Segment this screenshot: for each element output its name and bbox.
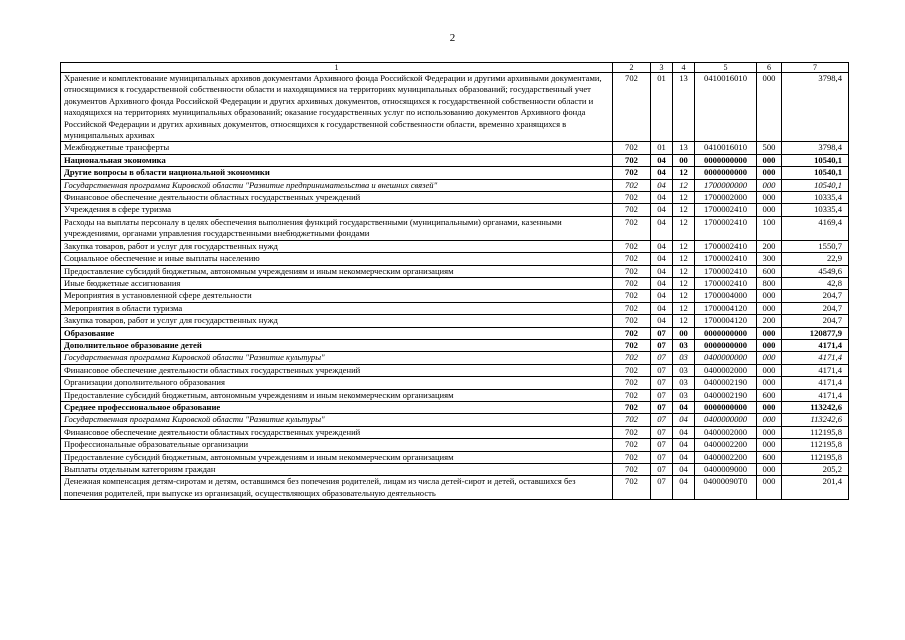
row-code-cell: 702 bbox=[613, 265, 651, 277]
row-target-article-cell: 1700002410 bbox=[695, 216, 757, 240]
row-amount-cell: 10335,4 bbox=[782, 192, 849, 204]
row-code-cell: 702 bbox=[613, 216, 651, 240]
row-section-cell: 04 bbox=[651, 167, 673, 179]
table-row bbox=[61, 352, 849, 364]
table-row bbox=[61, 240, 849, 252]
row-code-cell: 702 bbox=[613, 451, 651, 463]
row-expense-type-cell: 000 bbox=[757, 439, 782, 451]
col-header-5: 5 bbox=[695, 63, 757, 73]
row-code-cell: 702 bbox=[613, 339, 651, 351]
row-code-cell: 702 bbox=[613, 414, 651, 426]
row-expense-type-cell: 500 bbox=[757, 142, 782, 154]
row-section-cell: 07 bbox=[651, 339, 673, 351]
row-section-cell: 04 bbox=[651, 253, 673, 265]
row-name-cell: Образование bbox=[61, 327, 613, 339]
row-amount-cell: 201,4 bbox=[782, 476, 849, 500]
row-subsection-cell: 03 bbox=[673, 339, 695, 351]
row-subsection-cell: 04 bbox=[673, 401, 695, 413]
row-target-article-cell: 0000000000 bbox=[695, 167, 757, 179]
row-name-cell: Мероприятия в области туризма bbox=[61, 302, 613, 314]
row-target-article-cell: 0400002200 bbox=[695, 451, 757, 463]
row-expense-type-cell: 000 bbox=[757, 327, 782, 339]
row-section-cell: 07 bbox=[651, 464, 673, 476]
row-amount-cell: 112195,8 bbox=[782, 439, 849, 451]
row-section-cell: 04 bbox=[651, 265, 673, 277]
row-target-article-cell: 0000000000 bbox=[695, 339, 757, 351]
row-target-article-cell: 0400002000 bbox=[695, 364, 757, 376]
row-amount-cell: 204,7 bbox=[782, 315, 849, 327]
row-name-cell: Среднее профессиональное образование bbox=[61, 401, 613, 413]
row-section-cell: 07 bbox=[651, 426, 673, 438]
row-amount-cell: 10335,4 bbox=[782, 204, 849, 216]
table-row bbox=[61, 253, 849, 265]
row-expense-type-cell: 000 bbox=[757, 401, 782, 413]
table-row bbox=[61, 414, 849, 426]
row-target-article-cell: 1700004000 bbox=[695, 290, 757, 302]
row-target-article-cell: 1700002000 bbox=[695, 192, 757, 204]
row-name-cell: Финансовое обеспечение деятельности областных государственных учреждений bbox=[61, 426, 613, 438]
row-name-cell: Закупка товаров, работ и услуг для государственных нужд bbox=[61, 240, 613, 252]
row-section-cell: 04 bbox=[651, 192, 673, 204]
row-subsection-cell: 12 bbox=[673, 265, 695, 277]
row-code-cell: 702 bbox=[613, 154, 651, 166]
row-expense-type-cell: 000 bbox=[757, 426, 782, 438]
row-expense-type-cell: 000 bbox=[757, 339, 782, 351]
table-row bbox=[61, 364, 849, 376]
row-expense-type-cell: 000 bbox=[757, 290, 782, 302]
row-target-article-cell: 0000000000 bbox=[695, 154, 757, 166]
row-expense-type-cell: 600 bbox=[757, 451, 782, 463]
row-section-cell: 07 bbox=[651, 364, 673, 376]
row-amount-cell: 4169,4 bbox=[782, 216, 849, 240]
row-name-cell: Предоставление субсидий бюджетным, автономным учреждениям и иным некоммерческим организациям bbox=[61, 265, 613, 277]
row-target-article-cell: 1700002410 bbox=[695, 240, 757, 252]
row-section-cell: 01 bbox=[651, 142, 673, 154]
table-row bbox=[61, 167, 849, 179]
row-code-cell: 702 bbox=[613, 327, 651, 339]
row-code-cell: 702 bbox=[613, 167, 651, 179]
row-section-cell: 07 bbox=[651, 439, 673, 451]
row-subsection-cell: 12 bbox=[673, 179, 695, 191]
table-row bbox=[61, 377, 849, 389]
row-amount-cell: 3798,4 bbox=[782, 73, 849, 142]
col-header-6: 6 bbox=[757, 63, 782, 73]
row-amount-cell: 4171,4 bbox=[782, 364, 849, 376]
row-expense-type-cell: 000 bbox=[757, 192, 782, 204]
table-row bbox=[61, 451, 849, 463]
row-code-cell: 702 bbox=[613, 476, 651, 500]
row-amount-cell: 4171,4 bbox=[782, 339, 849, 351]
row-name-cell: Профессиональные образовательные организации bbox=[61, 439, 613, 451]
row-subsection-cell: 04 bbox=[673, 476, 695, 500]
row-subsection-cell: 04 bbox=[673, 414, 695, 426]
col-header-7: 7 bbox=[782, 63, 849, 73]
row-name-cell: Государственная программа Кировской области "Развитие предпринимательства и внешних связей" bbox=[61, 179, 613, 191]
row-amount-cell: 204,7 bbox=[782, 290, 849, 302]
row-target-article-cell: 04000090Т0 bbox=[695, 476, 757, 500]
row-subsection-cell: 12 bbox=[673, 315, 695, 327]
table-row bbox=[61, 426, 849, 438]
row-name-cell: Предоставление субсидий бюджетным, автономным учреждениям и иным некоммерческим организациям bbox=[61, 451, 613, 463]
row-name-cell: Учреждения в сфере туризма bbox=[61, 204, 613, 216]
row-code-cell: 702 bbox=[613, 179, 651, 191]
row-subsection-cell: 03 bbox=[673, 364, 695, 376]
row-expense-type-cell: 300 bbox=[757, 253, 782, 265]
row-amount-cell: 205,2 bbox=[782, 464, 849, 476]
row-amount-cell: 120877,9 bbox=[782, 327, 849, 339]
row-expense-type-cell: 600 bbox=[757, 389, 782, 401]
row-code-cell: 702 bbox=[613, 389, 651, 401]
row-expense-type-cell: 000 bbox=[757, 414, 782, 426]
row-name-cell: Социальное обеспечение и иные выплаты населению bbox=[61, 253, 613, 265]
table-row bbox=[61, 302, 849, 314]
header-row bbox=[61, 63, 849, 73]
row-expense-type-cell: 200 bbox=[757, 315, 782, 327]
row-code-cell: 702 bbox=[613, 142, 651, 154]
row-expense-type-cell: 800 bbox=[757, 277, 782, 289]
row-target-article-cell: 0400002000 bbox=[695, 426, 757, 438]
row-name-cell: Иные бюджетные ассигнования bbox=[61, 277, 613, 289]
row-code-cell: 702 bbox=[613, 439, 651, 451]
row-amount-cell: 1550,7 bbox=[782, 240, 849, 252]
row-target-article-cell: 1700004120 bbox=[695, 302, 757, 314]
row-section-cell: 07 bbox=[651, 352, 673, 364]
row-code-cell: 702 bbox=[613, 240, 651, 252]
row-amount-cell: 113242,6 bbox=[782, 414, 849, 426]
row-name-cell: Предоставление субсидий бюджетным, автономным учреждениям и иным некоммерческим организациям bbox=[61, 389, 613, 401]
table-row bbox=[61, 327, 849, 339]
row-name-cell: Денежная компенсация детям-сиротам и детям, оставшимся без попечения родителей, лицам из числа детей-сирот и детей, оставшихся без попечения родителей, при выпуске из организаций, осуществляющих образовательную деятельность bbox=[61, 476, 613, 500]
row-expense-type-cell: 200 bbox=[757, 240, 782, 252]
row-name-cell: Государственная программа Кировской области "Развитие культуры" bbox=[61, 414, 613, 426]
row-section-cell: 07 bbox=[651, 389, 673, 401]
row-subsection-cell: 03 bbox=[673, 352, 695, 364]
row-code-cell: 702 bbox=[613, 401, 651, 413]
row-expense-type-cell: 000 bbox=[757, 352, 782, 364]
row-target-article-cell: 1700002410 bbox=[695, 277, 757, 289]
row-subsection-cell: 12 bbox=[673, 192, 695, 204]
row-section-cell: 07 bbox=[651, 377, 673, 389]
row-expense-type-cell: 000 bbox=[757, 73, 782, 142]
row-target-article-cell: 0400002190 bbox=[695, 389, 757, 401]
row-name-cell: Государственная программа Кировской области "Развитие культуры" bbox=[61, 352, 613, 364]
row-name-cell: Дополнительное образование детей bbox=[61, 339, 613, 351]
row-section-cell: 04 bbox=[651, 179, 673, 191]
row-expense-type-cell: 000 bbox=[757, 154, 782, 166]
row-amount-cell: 204,7 bbox=[782, 302, 849, 314]
row-code-cell: 702 bbox=[613, 290, 651, 302]
row-code-cell: 702 bbox=[613, 73, 651, 142]
row-amount-cell: 10540,1 bbox=[782, 167, 849, 179]
row-subsection-cell: 12 bbox=[673, 240, 695, 252]
row-subsection-cell: 03 bbox=[673, 377, 695, 389]
row-expense-type-cell: 000 bbox=[757, 302, 782, 314]
row-target-article-cell: 0400000000 bbox=[695, 352, 757, 364]
table-row bbox=[61, 401, 849, 413]
row-amount-cell: 3798,4 bbox=[782, 142, 849, 154]
row-section-cell: 04 bbox=[651, 302, 673, 314]
row-expense-type-cell: 000 bbox=[757, 179, 782, 191]
table-row bbox=[61, 154, 849, 166]
row-subsection-cell: 12 bbox=[673, 253, 695, 265]
table-row bbox=[61, 315, 849, 327]
row-code-cell: 702 bbox=[613, 192, 651, 204]
row-code-cell: 702 bbox=[613, 352, 651, 364]
row-subsection-cell: 04 bbox=[673, 426, 695, 438]
row-name-cell: Хранение и комплектование муниципальных архивов документами Архивного фонда Российской Федерации и другими архивными документами, относящимися к государственной собственности области и находящимися на территориях муниципальных образований; государственный учет документов Архивного фонда Российской Федерации и других архивных документов, относящихся к государственной собственности области и находящихся на территориях муниципальных образований; оказание государственных услуг по использованию документов Архивного фонда Российской Федерации и других архивных документов, относящихся к государственной собственности области, временно хранящихся в муниципальных архивах bbox=[61, 73, 613, 142]
row-subsection-cell: 13 bbox=[673, 142, 695, 154]
row-section-cell: 07 bbox=[651, 451, 673, 463]
row-target-article-cell: 1700002410 bbox=[695, 204, 757, 216]
row-section-cell: 01 bbox=[651, 73, 673, 142]
row-subsection-cell: 04 bbox=[673, 439, 695, 451]
row-section-cell: 04 bbox=[651, 277, 673, 289]
row-code-cell: 702 bbox=[613, 302, 651, 314]
row-target-article-cell: 1700004120 bbox=[695, 315, 757, 327]
row-section-cell: 04 bbox=[651, 315, 673, 327]
col-header-3: 3 bbox=[651, 63, 673, 73]
row-name-cell: Другие вопросы в области национальной экономики bbox=[61, 167, 613, 179]
row-expense-type-cell: 600 bbox=[757, 265, 782, 277]
row-expense-type-cell: 100 bbox=[757, 216, 782, 240]
row-target-article-cell: 0400002190 bbox=[695, 377, 757, 389]
row-name-cell: Расходы на выплаты персоналу в целях обеспечения выполнения функций государственными (муниципальными) органами, казенными учреждениями, органами управления государственными внебюджетными фондами bbox=[61, 216, 613, 240]
table-row bbox=[61, 204, 849, 216]
row-expense-type-cell: 000 bbox=[757, 364, 782, 376]
row-amount-cell: 10540,1 bbox=[782, 154, 849, 166]
row-code-cell: 702 bbox=[613, 277, 651, 289]
row-amount-cell: 113242,6 bbox=[782, 401, 849, 413]
row-name-cell: Мероприятия в установленной сфере деятельности bbox=[61, 290, 613, 302]
table-row bbox=[61, 192, 849, 204]
row-subsection-cell: 12 bbox=[673, 216, 695, 240]
row-subsection-cell: 12 bbox=[673, 204, 695, 216]
table-row bbox=[61, 142, 849, 154]
row-section-cell: 04 bbox=[651, 290, 673, 302]
row-name-cell: Организации дополнительного образования bbox=[61, 377, 613, 389]
table-row bbox=[61, 73, 849, 142]
row-name-cell: Выплаты отдельным категориям граждан bbox=[61, 464, 613, 476]
table-row bbox=[61, 339, 849, 351]
row-target-article-cell: 0400000000 bbox=[695, 414, 757, 426]
row-amount-cell: 4171,4 bbox=[782, 377, 849, 389]
row-amount-cell: 42,8 bbox=[782, 277, 849, 289]
row-target-article-cell: 0410016010 bbox=[695, 73, 757, 142]
row-target-article-cell: 0000000000 bbox=[695, 327, 757, 339]
row-amount-cell: 4549,6 bbox=[782, 265, 849, 277]
row-target-article-cell: 0400009000 bbox=[695, 464, 757, 476]
row-expense-type-cell: 000 bbox=[757, 204, 782, 216]
table-row bbox=[61, 389, 849, 401]
row-target-article-cell: 0410016010 bbox=[695, 142, 757, 154]
row-section-cell: 07 bbox=[651, 401, 673, 413]
row-target-article-cell: 1700002410 bbox=[695, 265, 757, 277]
row-target-article-cell: 0000000000 bbox=[695, 401, 757, 413]
table-row bbox=[61, 476, 849, 500]
row-subsection-cell: 12 bbox=[673, 290, 695, 302]
row-section-cell: 07 bbox=[651, 327, 673, 339]
row-name-cell: Финансовое обеспечение деятельности областных государственных учреждений bbox=[61, 192, 613, 204]
table-row bbox=[61, 216, 849, 240]
budget-table bbox=[60, 62, 849, 500]
row-section-cell: 04 bbox=[651, 216, 673, 240]
row-subsection-cell: 04 bbox=[673, 464, 695, 476]
row-name-cell: Закупка товаров, работ и услуг для государственных нужд bbox=[61, 315, 613, 327]
row-code-cell: 702 bbox=[613, 204, 651, 216]
row-amount-cell: 4171,4 bbox=[782, 389, 849, 401]
row-target-article-cell: 1700002410 bbox=[695, 253, 757, 265]
row-expense-type-cell: 000 bbox=[757, 476, 782, 500]
row-amount-cell: 112195,8 bbox=[782, 451, 849, 463]
row-target-article-cell: 1700000000 bbox=[695, 179, 757, 191]
row-subsection-cell: 04 bbox=[673, 451, 695, 463]
row-section-cell: 04 bbox=[651, 154, 673, 166]
table-row bbox=[61, 439, 849, 451]
table-body bbox=[61, 73, 849, 500]
row-amount-cell: 112195,8 bbox=[782, 426, 849, 438]
row-name-cell: Межбюджетные трансферты bbox=[61, 142, 613, 154]
row-section-cell: 04 bbox=[651, 204, 673, 216]
row-name-cell: Финансовое обеспечение деятельности областных государственных учреждений bbox=[61, 364, 613, 376]
table-row bbox=[61, 265, 849, 277]
row-code-cell: 702 bbox=[613, 464, 651, 476]
row-amount-cell: 22,9 bbox=[782, 253, 849, 265]
row-section-cell: 04 bbox=[651, 240, 673, 252]
row-code-cell: 702 bbox=[613, 364, 651, 376]
row-subsection-cell: 00 bbox=[673, 154, 695, 166]
row-amount-cell: 4171,4 bbox=[782, 352, 849, 364]
row-subsection-cell: 12 bbox=[673, 167, 695, 179]
page-number: 2 bbox=[449, 32, 456, 44]
table-row bbox=[61, 290, 849, 302]
row-expense-type-cell: 000 bbox=[757, 377, 782, 389]
row-code-cell: 702 bbox=[613, 426, 651, 438]
row-subsection-cell: 00 bbox=[673, 327, 695, 339]
row-amount-cell: 10540,1 bbox=[782, 179, 849, 191]
row-section-cell: 07 bbox=[651, 476, 673, 500]
col-header-2: 2 bbox=[613, 63, 651, 73]
row-section-cell: 07 bbox=[651, 414, 673, 426]
col-header-4: 4 bbox=[673, 63, 695, 73]
row-code-cell: 702 bbox=[613, 377, 651, 389]
table-row bbox=[61, 179, 849, 191]
row-subsection-cell: 13 bbox=[673, 73, 695, 142]
row-expense-type-cell: 000 bbox=[757, 167, 782, 179]
row-target-article-cell: 0400002200 bbox=[695, 439, 757, 451]
row-subsection-cell: 03 bbox=[673, 389, 695, 401]
row-expense-type-cell: 000 bbox=[757, 464, 782, 476]
row-code-cell: 702 bbox=[613, 253, 651, 265]
row-subsection-cell: 12 bbox=[673, 302, 695, 314]
col-header-1: 1 bbox=[61, 63, 613, 73]
table-row bbox=[61, 464, 849, 476]
row-name-cell: Национальная экономика bbox=[61, 154, 613, 166]
table-row bbox=[61, 277, 849, 289]
row-subsection-cell: 12 bbox=[673, 277, 695, 289]
row-code-cell: 702 bbox=[613, 315, 651, 327]
